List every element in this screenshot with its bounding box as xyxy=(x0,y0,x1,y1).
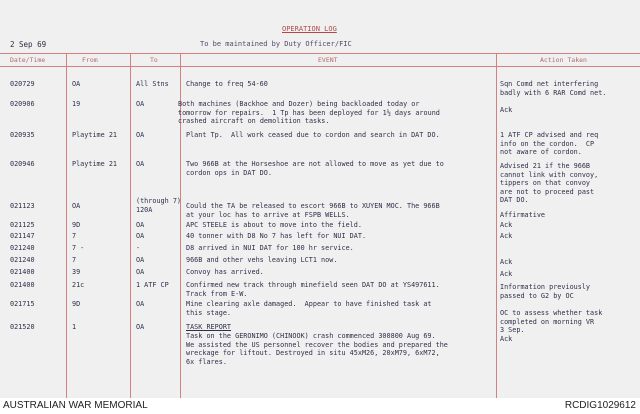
row-datetime: 021715 xyxy=(10,300,35,308)
row-to: OA xyxy=(136,232,145,240)
row-event: Could the TA be released to escort 966B to XUYEN MOC. The 966B at your loc has to arrive at FSPB WELLS. xyxy=(186,202,440,219)
row-datetime: 021240 xyxy=(10,244,35,252)
archive-reference: RCDIG1029612 xyxy=(564,400,636,411)
row-datetime: 021240 xyxy=(10,256,35,264)
row-action: Affirmative xyxy=(500,211,546,219)
archive-name: AUSTRALIAN WAR MEMORIAL xyxy=(3,400,148,411)
row-action: Sqn Comd net interfering badly with 6 RAR Comd net. xyxy=(500,80,607,97)
row-from: 9D xyxy=(72,300,81,308)
row-datetime: 020935 xyxy=(10,131,35,139)
row-event: 966B and other vehs leaving LCT1 now. xyxy=(186,256,338,264)
row-action: Ack xyxy=(500,106,513,114)
row-to: All Stns xyxy=(136,80,169,88)
row-from: 7 - xyxy=(72,244,85,252)
row-event: Change to freq 54-60 xyxy=(186,80,268,88)
column-header-from: From xyxy=(82,56,98,64)
row-action: Ack xyxy=(500,232,513,240)
row-from: OA xyxy=(72,80,81,88)
row-datetime: 021123 xyxy=(10,202,35,210)
row-from: 21c xyxy=(72,281,85,289)
row-to: OA xyxy=(136,256,145,264)
row-datetime: 020946 xyxy=(10,160,35,168)
row-event: D8 arrived in NUI DAT for 100 hr service. xyxy=(186,244,354,252)
row-action: Advised 21 if the 966B cannot link with convoy, tippers on that convoy are not to proceed past DAT DO. xyxy=(500,162,599,205)
row-datetime: 020906 xyxy=(10,100,35,108)
row-from: 7 xyxy=(72,256,77,264)
row-to: - xyxy=(136,244,141,252)
row-event: Two 966B at the Horseshoe are not allowed to move as yet due to cordon ops in DAT DO. xyxy=(186,160,444,177)
column-header-event: EVENT xyxy=(318,56,338,64)
column-divider xyxy=(66,54,67,398)
row-from: 9D xyxy=(72,221,81,229)
form-title: OPERATION LOG xyxy=(282,25,337,33)
row-from: 7 xyxy=(72,232,77,240)
log-date: 2 Sep 69 xyxy=(10,40,47,49)
row-action: Ack xyxy=(500,221,513,229)
form-subtitle: To be maintained by Duty Officer/FIC xyxy=(200,40,352,48)
row-event: Plant Tp. All work ceased due to cordon and search in DAT DO. xyxy=(186,131,440,139)
row-event: Convoy has arrived. xyxy=(186,268,264,276)
row-to: OA xyxy=(136,268,145,276)
row-from: 39 xyxy=(72,268,81,276)
row-datetime: 021147 xyxy=(10,232,35,240)
row-to: OA xyxy=(136,221,145,229)
row-to: OA xyxy=(136,100,145,108)
row-from: Playtime 21 xyxy=(72,160,118,168)
row-to: OA xyxy=(136,160,145,168)
row-from: 1 xyxy=(72,323,77,331)
column-header-action: Action Taken xyxy=(540,56,587,64)
row-datetime: 021400 xyxy=(10,281,35,289)
row-action: Ack xyxy=(500,270,513,278)
header-top-rule xyxy=(0,53,640,54)
row-datetime: 021520 xyxy=(10,323,35,331)
row-action: OC to assess whether task completed on morning VR 3 Sep. xyxy=(500,309,603,335)
row-from: 19 xyxy=(72,100,81,108)
row-from: Playtime 21 xyxy=(72,131,118,139)
row-datetime: 021125 xyxy=(10,221,35,229)
row-to: OA xyxy=(136,300,145,308)
task-report-heading: TASK REPORT xyxy=(186,323,232,331)
row-action: Information previously passed to G2 by OC xyxy=(500,283,591,300)
row-event: Task on the GERONIMO (CHINOOK) crash commenced 300800 Aug 69. We assisted the US personnel recover the bodies and prepared the wreckage for liftout. Destroyed in situ 45xM26, 20xM79, 6xM72, 6x flares. xyxy=(186,332,448,366)
column-header-to: To xyxy=(150,56,158,64)
row-from: OA xyxy=(72,202,81,210)
row-to: OA xyxy=(136,131,145,139)
row-event: 40 tonner with D8 No 7 has left for NUI DAT. xyxy=(186,232,367,240)
row-to: (through 7) 120A xyxy=(136,197,182,214)
row-event: Mine clearing axle damaged. Appear to have finished task at this stage. xyxy=(186,300,432,317)
column-header-datetime: Date/Time xyxy=(10,56,46,64)
row-datetime: 020729 xyxy=(10,80,35,88)
row-event: APC STEELE is about to move into the field. xyxy=(186,221,362,229)
header-bottom-rule xyxy=(0,66,640,67)
column-divider xyxy=(496,54,497,398)
row-action: Ack xyxy=(500,335,513,343)
column-divider xyxy=(130,54,131,398)
row-action: Ack xyxy=(500,258,513,266)
archive-footer xyxy=(0,398,640,414)
row-action: 1 ATF CP advised and req info on the cordon. CP not aware of cordon. xyxy=(500,131,599,157)
row-to: 1 ATF CP xyxy=(136,281,169,289)
row-event: Confirmed new track through minefield seen DAT DO at YS497611. Track from E-W. xyxy=(186,281,440,298)
row-event: Both machines (Backhoe and Dozer) being backloaded today or tomorrow for repairs. 1 Tp has been deployed for 1½ days around crashed aircraft on demolition tasks. xyxy=(178,100,440,126)
row-datetime: 021400 xyxy=(10,268,35,276)
row-to: OA xyxy=(136,323,145,331)
